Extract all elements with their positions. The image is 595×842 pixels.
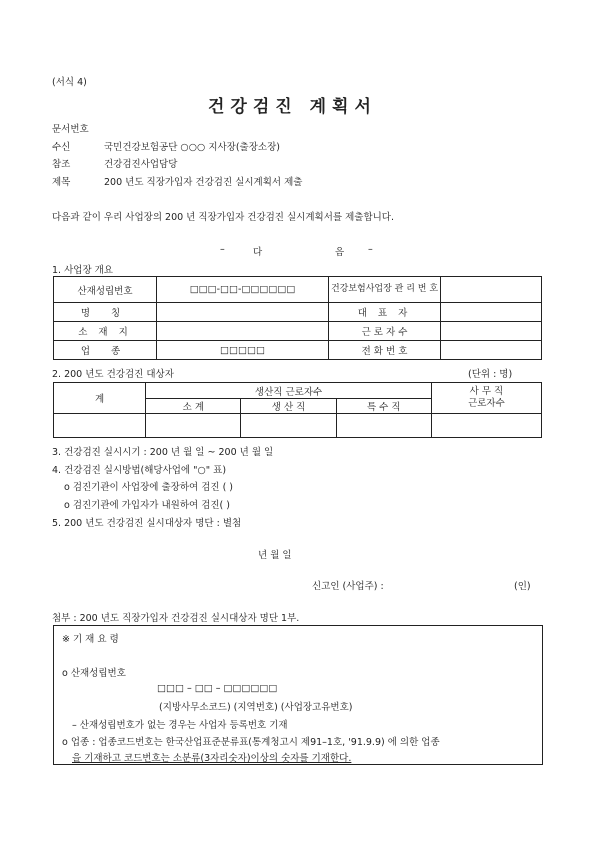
target-table — [53, 382, 542, 438]
label-cell: 산재성립번호 — [54, 277, 157, 303]
form-number: (서식 4) — [52, 77, 87, 88]
subject: 200 년도 직장가입자 건강검진 실시계획서 제출 — [104, 177, 303, 188]
section5: 5. 200 년도 건강검진 실시대상자 명단 : 별첨 — [52, 518, 242, 529]
unit-label: (단위 : 명) — [468, 369, 513, 380]
doc-number-label: 문서번호 — [52, 124, 89, 135]
value-cell — [441, 322, 542, 341]
workplace-table — [53, 276, 542, 360]
value-cell — [157, 303, 329, 322]
value-cell — [441, 341, 542, 360]
col-total: 계 — [54, 383, 146, 414]
label-cell: 전 화 번 호 — [329, 341, 441, 360]
section2-heading: 2. 200 년도 건강검진 대상자 — [52, 369, 174, 380]
value-cell — [441, 303, 542, 322]
da-char: 다 — [253, 247, 263, 258]
industry-note-2: 을 기재하고 코드번호는 소분류(3자리숫자)이상의 숫자를 기재한다. — [72, 753, 352, 764]
col-production-worker: 생 산 직 — [241, 399, 336, 414]
value-cell — [431, 414, 541, 438]
label-cell: 소 재 지 — [54, 322, 157, 341]
label-cell: 대 표 자 — [329, 303, 441, 322]
subject-label: 제목 — [52, 177, 71, 188]
recipient-label: 수신 — [52, 142, 71, 153]
industry-note-1: o 업종 : 업종코드번호는 한국산업표준분류표(통계청고시 제91–1호, '91.9.9) 에 의한 업종 — [62, 737, 440, 748]
col-subtotal: 소 계 — [146, 399, 241, 414]
date-line: 년 월 일 — [258, 550, 292, 561]
label-cell: 건강보험사업장 관 리 번 호 — [329, 277, 441, 303]
instructions-title: ※ 기 재 요 령 — [62, 634, 119, 645]
page-title: 건강검진 계획서 — [208, 97, 377, 117]
section4-heading: 4. 건강검진 실시방법(해당사업에 "○" 표) — [52, 465, 227, 476]
value-cell — [157, 322, 329, 341]
da-dash-left: – — [220, 244, 225, 255]
intro-text: 다음과 같이 우리 사업장의 200 년 직장가입자 건강검진 실시계획서를 제출합니다. — [52, 212, 394, 223]
label-cell: 명 칭 — [54, 303, 157, 322]
section1-heading: 1. 사업장 개요 — [52, 265, 113, 276]
label-cell: 업 종 — [54, 341, 157, 360]
seal-mark: (인) — [514, 581, 531, 592]
col-special-worker: 특 수 직 — [336, 399, 431, 414]
attachment-line: 첨부 : 200 년도 직장가입자 건강검진 실시대상자 명단 1부. — [52, 613, 300, 624]
reference-label: 참조 — [52, 159, 71, 170]
instructions-item-code: o 산재성립번호 — [62, 668, 126, 679]
code-format: □□□ – □□ – □□□□□□ — [157, 683, 278, 694]
section3: 3. 건강검진 실시시기 : 200 년 월 일 ~ 200 년 월 일 — [52, 447, 274, 458]
value-cell — [441, 277, 542, 303]
instructions-box — [53, 625, 543, 765]
value-cell: □□□-□□-□□□□□□ — [157, 277, 329, 303]
value-cell — [54, 414, 146, 438]
col-production: 생산직 근로자수 — [146, 383, 432, 399]
value-cell — [146, 414, 241, 438]
method-option-1: o 검진기관이 사업장에 출장하여 검진 ( ) — [64, 482, 233, 493]
reporter-label: 신고인 (사업주) : — [312, 581, 384, 592]
value-cell — [336, 414, 431, 438]
eum-char: 음 — [335, 247, 345, 258]
col-office: 사 무 직 근로자수 — [431, 383, 541, 414]
recipient: 국민건강보험공단 ○○○ 지사장(출장소장) — [104, 142, 280, 153]
code-format-desc: (지방사무소코드) (지역번호) (사업장고유번호) — [159, 702, 353, 713]
reference: 건강검진사업담당 — [104, 159, 178, 170]
value-cell: □□□□□ — [157, 341, 329, 360]
da-dash-right: – — [368, 244, 373, 255]
label-cell: 근 로 자 수 — [329, 322, 441, 341]
value-cell — [241, 414, 336, 438]
method-option-2: o 검진기관에 가입자가 내원하여 검진( ) — [64, 500, 230, 511]
no-code-note: – 산재성립번호가 없는 경우는 사업자 등록번호 기재 — [72, 720, 288, 731]
